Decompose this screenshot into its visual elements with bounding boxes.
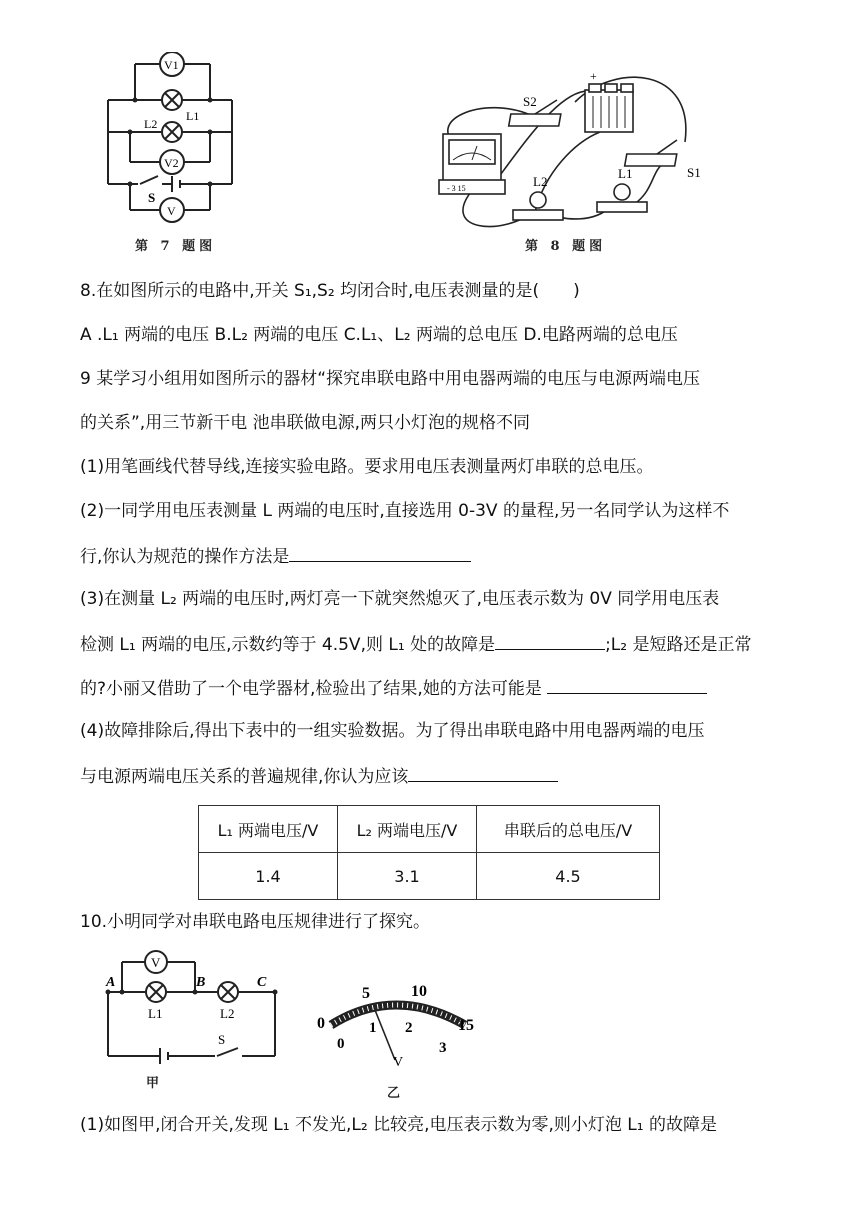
svg-text:- 3 15: - 3 15 xyxy=(447,184,466,193)
figure-10-yi-dial xyxy=(315,980,485,1080)
fig8-s1-label: S1 xyxy=(687,165,701,180)
fig10b-needle-label: V xyxy=(393,1055,404,1070)
fig10b-top-5: 5 xyxy=(362,985,370,1002)
fig7-l2-label: L2 xyxy=(144,117,158,131)
fig8-plus-label: + xyxy=(590,69,597,83)
q9-stem-line1: 9 某学习小组用如图所示的器材“探究串联电路中用电器两端的电压与电源两端电压 xyxy=(80,369,701,389)
answer-blank[interactable] xyxy=(289,543,471,562)
fig10a-a-label: A xyxy=(106,975,116,990)
figure-10-jia-caption: 甲 xyxy=(146,1076,160,1091)
fig10a-s-label: S xyxy=(218,1032,226,1047)
table-cell: 1.4 xyxy=(199,853,338,900)
answer-blank[interactable] xyxy=(408,763,558,782)
q9-part3-text-b: ;L₂ 是短路还是正常 xyxy=(605,635,752,655)
fig10b-bottom-0: 0 xyxy=(337,1036,345,1052)
q10-part1: (1)如图甲,闭合开关,发现 L₁ 不发光,L₂ 比较亮,电压表示数为零,则小灯泡 L₁ 的故障是 xyxy=(80,1115,717,1135)
q9-part2-line1: (2)一同学用电压表测量 L 两端的电压时,直接选用 0-3V 的量程,另一名同学认为这样不 xyxy=(80,501,730,521)
q9-part3-line2 xyxy=(80,631,825,657)
answer-blank[interactable] xyxy=(547,675,707,694)
figure-8-apparatus xyxy=(425,62,725,242)
table-header-cell: L₁ 两端电压/V xyxy=(199,806,338,853)
figure-7-caption: 第 7 题图 xyxy=(135,239,217,254)
fig7-s-label: S xyxy=(148,190,156,205)
q9-stem-line2: 的关系”,用三节新干电 池串联做电源,两只小灯泡的规格不同 xyxy=(80,413,531,433)
table-row xyxy=(199,853,660,900)
q8-options: A .L₁ 两端的电压 B.L₂ 两端的电压 C.L₁、L₂ 两端的总电压 D.电路两端的总电压 xyxy=(80,325,678,345)
q9-part3-text-a: 检测 L₁ 两端的电压,示数约等于 4.5V,则 L₁ 处的故障是 xyxy=(80,635,496,655)
fig8-l1-label: L1 xyxy=(618,166,633,181)
q9-part2-line2 xyxy=(80,543,825,569)
fig7-v1-label: V1 xyxy=(164,58,179,72)
fig7-v-label: V xyxy=(167,204,176,218)
table-cell: 4.5 xyxy=(477,853,660,900)
data-table xyxy=(198,805,660,900)
answer-blank[interactable] xyxy=(495,631,605,650)
fig10a-v-label: V xyxy=(151,955,161,970)
table-header-cell: 串联后的总电压/V xyxy=(477,806,660,853)
q9-part1: (1)用笔画线代替导线,连接实验电路。要求用电压表测量两灯串联的总电压。 xyxy=(80,457,654,477)
q10-stem: 10.小明同学对串联电路电压规律进行了探究。 xyxy=(80,912,431,932)
q9-part2-text: 行,你认为规范的操作方法是 xyxy=(80,547,290,567)
q8-stem: 8.在如图所示的电路中,开关 S₁,S₂ 均闭合时,电压表测量的是( ) xyxy=(80,281,580,301)
fig8-l2-label: L2 xyxy=(533,174,548,189)
fig10a-l1-label: L1 xyxy=(148,1006,163,1021)
fig10a-l2-label: L2 xyxy=(220,1006,235,1021)
figure-10-yi-caption: 乙 xyxy=(387,1086,401,1101)
q9-part3-line3 xyxy=(80,675,825,701)
fig7-v2-label: V2 xyxy=(164,156,179,170)
fig10a-b-label: B xyxy=(196,975,206,990)
q9-part4-line1: (4)故障排除后,得出下表中的一组实验数据。为了得出串联电路中用电器两端的电压 xyxy=(80,721,705,741)
figure-8-caption: 第 8 题图 xyxy=(525,239,607,254)
fig10b-bottom-2: 2 xyxy=(405,1020,413,1036)
fig10b-top-0: 0 xyxy=(317,1015,325,1032)
fig7-l1-label: L1 xyxy=(186,109,200,123)
figure-7-circuit xyxy=(100,52,250,227)
q9-part3-text-c: 的?小丽又借助了一个电学器材,检验出了结果,她的方法可能是 xyxy=(80,679,548,699)
q9-part4-line2 xyxy=(80,763,825,789)
fig10b-top-10: 10 xyxy=(411,983,427,1000)
fig10b-top-15: 15 xyxy=(458,1017,474,1034)
table-header-row xyxy=(199,806,660,853)
fig10a-c-label: C xyxy=(257,975,267,990)
table-header-cell: L₂ 两端电压/V xyxy=(338,806,477,853)
figure-10-jia-circuit xyxy=(100,948,285,1068)
table-cell: 3.1 xyxy=(338,853,477,900)
fig10b-bottom-1: 1 xyxy=(369,1020,377,1036)
fig10b-bottom-3: 3 xyxy=(439,1040,447,1056)
fig8-s2-label: S2 xyxy=(523,94,537,109)
q9-part3-line1: (3)在测量 L₂ 两端的电压时,两灯亮一下就突然熄灭了,电压表示数为 0V 同学用电压表 xyxy=(80,589,720,609)
q9-part4-text: 与电源两端电压关系的普遍规律,你认为应该 xyxy=(80,767,409,787)
